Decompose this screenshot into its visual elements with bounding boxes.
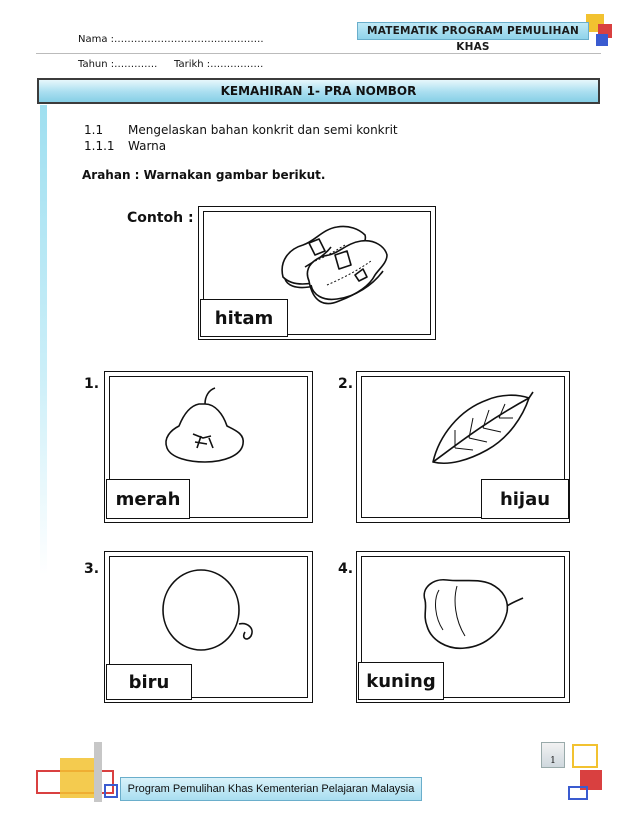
color-word: biru <box>128 671 170 693</box>
pear-image <box>155 386 255 472</box>
skill-banner: KEMAHIRAN 1- PRA NOMBOR <box>37 78 600 104</box>
objective-line <box>84 123 398 137</box>
exercise-card <box>356 371 570 523</box>
exercise-word-box <box>358 662 444 700</box>
exercise-number: 4. <box>338 561 354 577</box>
color-word: kuning <box>366 670 436 692</box>
decorative-bar <box>94 742 102 802</box>
page-number <box>541 742 565 768</box>
example-card <box>198 206 436 340</box>
page-number-text: 1 <box>550 756 556 766</box>
objective-line <box>84 139 166 153</box>
decorative-square <box>596 34 608 46</box>
objective-text: Warna <box>128 139 167 153</box>
year-field[interactable]: Tahun :…………. <box>78 59 158 70</box>
exercise-word-box <box>106 664 192 700</box>
color-word: hijau <box>499 488 551 510</box>
objective-text: Mengelaskan bahan konkrit dan semi konkrit <box>128 123 398 137</box>
decorative-square <box>568 786 588 800</box>
decorative-square <box>104 784 118 798</box>
exercise-card <box>104 551 313 703</box>
exercise-word-box <box>106 479 190 519</box>
balloon-image <box>155 566 265 658</box>
shoes-image <box>275 221 395 317</box>
exercise-number: 1. <box>84 376 100 392</box>
header-divider <box>36 53 601 54</box>
decorative-frame <box>572 744 598 768</box>
example-label: Contoh : <box>127 210 194 226</box>
decorative-strip <box>40 105 47 575</box>
exercise-number: 2. <box>338 376 354 392</box>
papaya-image <box>413 570 525 654</box>
footer-banner: Program Pemulihan Khas Kementerian Pelajaran Malaysia <box>120 777 422 801</box>
color-word: merah <box>115 488 181 510</box>
program-banner: MATEMATIK PROGRAM PEMULIHAN KHAS <box>357 22 589 40</box>
name-field[interactable]: Nama :…………………………..…………. <box>78 34 264 45</box>
exercise-card <box>356 551 570 703</box>
date-field[interactable]: Tarikh :……………. <box>174 59 264 70</box>
example-word-box <box>200 299 288 337</box>
leaf-image <box>425 386 535 472</box>
instruction-text: Arahan : Warnakan gambar berikut. <box>82 168 326 182</box>
objective-code: 1.1.1 <box>84 139 115 153</box>
exercise-number: 3. <box>84 561 100 577</box>
color-word: hitam <box>214 307 274 329</box>
exercise-card <box>104 371 313 523</box>
objective-code: 1.1 <box>84 123 104 137</box>
exercise-word-box <box>481 479 569 519</box>
